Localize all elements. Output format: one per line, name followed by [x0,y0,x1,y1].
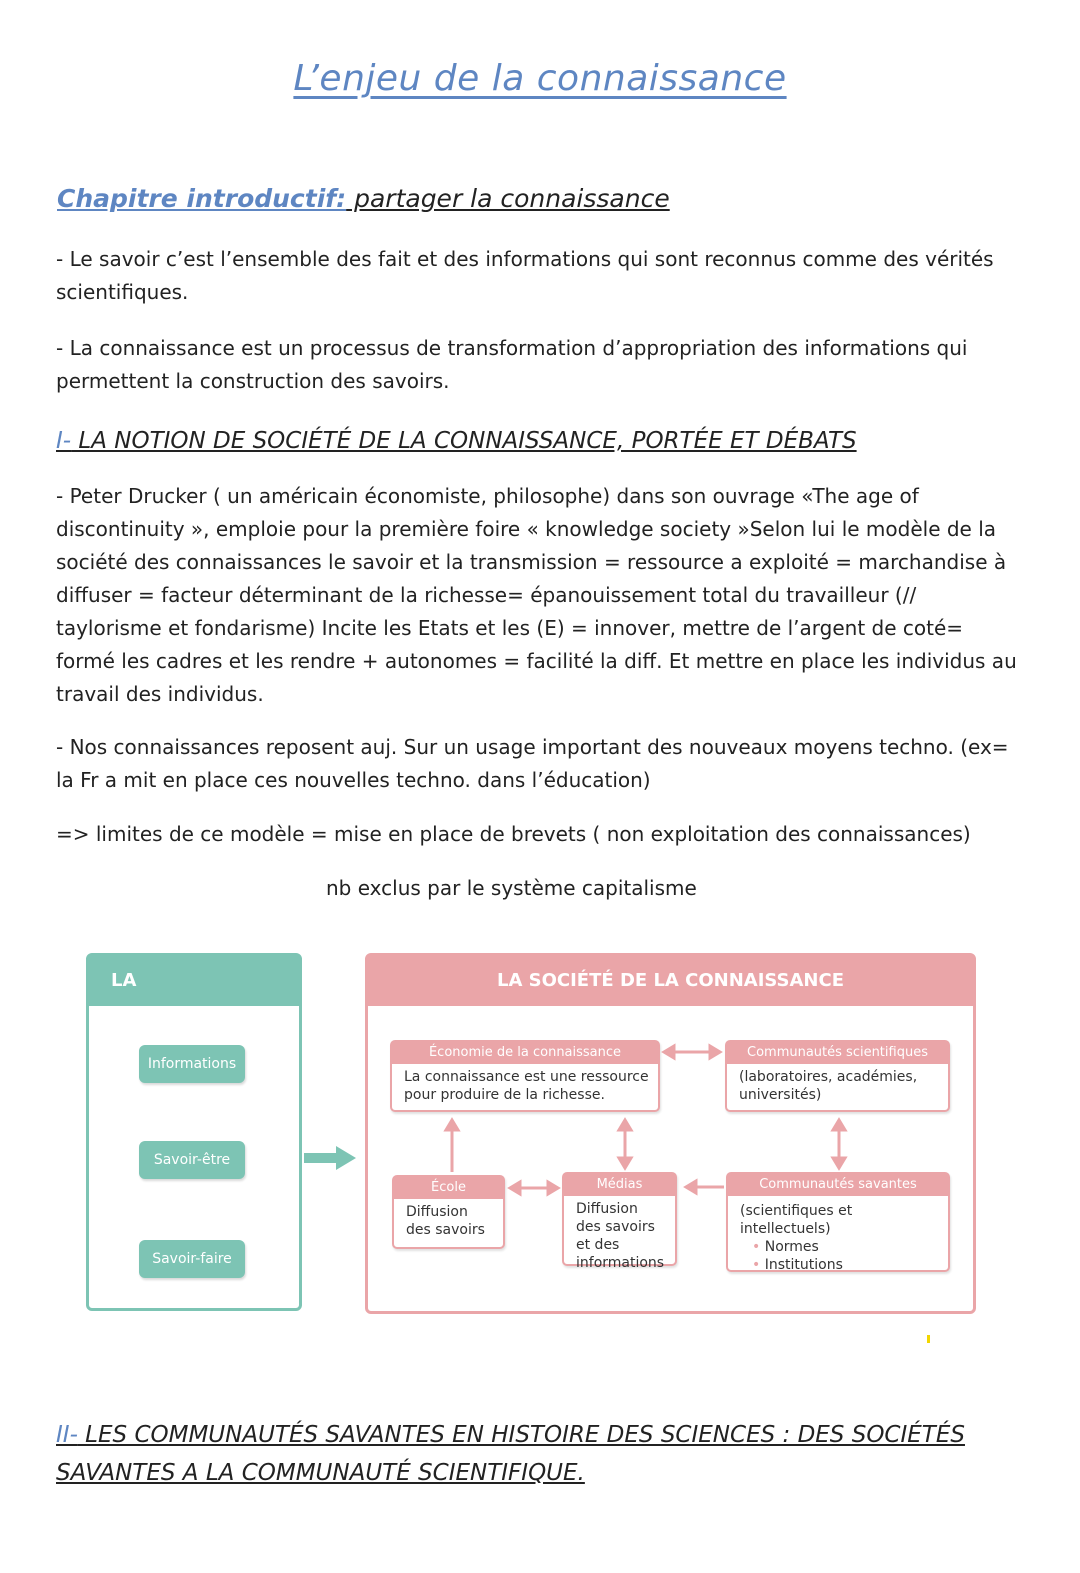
chapter-title: partager la connaissance [346,184,670,213]
chapter-label: Chapitre introductif: [57,184,347,213]
box-medias-text: Diffusion des savoirs et des informations [576,1201,665,1271]
paragraph-limites: => limites de ce modèle = mise en place de brevets ( non exploitation des connaissances) [56,822,971,846]
arrowhead-icon [833,1120,845,1130]
box-savantes-text: (scientifiques et intellectuels) [740,1203,853,1237]
box-medias-title: Médias [564,1174,675,1196]
pill-savoir-etre: Savoir-être [139,1141,245,1179]
section-title: LES COMMUNAUTÉS SAVANTES EN HISTOIRE DES SCIENCES : DES SOCIÉTÉS SAVANTES A LA COMMUNAUTÉ SCIENTIFIQUE. [56,1422,965,1486]
box-ecole-title: École [394,1177,503,1199]
connaissance-panel-title: LA CONNAISSANCE [89,956,299,1006]
box-savantes-title: Communautés savantes [728,1174,948,1196]
section-number: II- [56,1422,78,1448]
paragraph-connaissance: - La connaissance est un processus de transformation d’appropriation des informations qui permettent la construction des savoirs. [56,336,968,393]
arrowhead-icon [686,1181,696,1193]
paragraph-techno: - Nos connaissances reposent auj. Sur un usage important des nouveaux moyens techno. (ex= la Fr a mit en place ces nouvelles techno. dans l’éducation) [56,735,1009,792]
list-item: • Normes [752,1238,940,1256]
box-ecole-text: Diffusion des savoirs [406,1204,485,1238]
arrowhead-icon [619,1158,631,1168]
box-scientifiques-text: (laboratoires, académies, universités) [739,1069,918,1103]
section-title: LA NOTION DE SOCIÉTÉ DE LA CONNAISSANCE, PORTÉE ET DÉBATS [71,428,857,454]
section-number: I- [56,428,72,454]
highlight-mark [927,1335,930,1343]
paragraph-drucker: - Peter Drucker ( un américain économiste, philosophe) dans son ouvrage «The age of discontinuity », emploie pour la première foire « knowledge society »Selon lui le modèle de la société des connaissances le savoir et la transmission = ressource a exploité = marchandise à diffuser = facteur déterminant de la richesse= épanouissement total du travailleur (// taylorisme et fondarisme) Incite les Etats et les (E) = innover, mettre de l’argent de coté= formé les cadres et les rendre + autonomes = facilité la diff. Et mettre en place les individus au travail des individus. [56,484,1017,706]
arrowhead-icon [510,1182,520,1194]
box-scientifiques-title: Communautés scientifiques [727,1042,948,1064]
pill-savoir-faire: Savoir-faire [139,1240,245,1278]
societe-panel-title: LA SOCIÉTÉ DE LA CONNAISSANCE [368,956,973,1006]
section-heading-2 [56,1416,1026,1492]
box-economie-text: La connaissance est une ressource pour produire de la richesse. [404,1069,649,1103]
paragraph-savoir: - Le savoir c’est l’ensemble des fait et des informations qui sont reconnus comme des vérités scientifiques. [56,247,994,304]
arrowhead-icon [710,1046,720,1058]
list-item: • Institutions [752,1256,940,1274]
arrowhead-icon [548,1182,558,1194]
arrowhead-icon [664,1046,674,1058]
box-economie-title: Économie de la connaissance [392,1042,658,1064]
pill-informations: Informations [139,1045,245,1083]
arrowhead-icon [833,1158,845,1168]
paragraph-nb: nb exclus par le système capitalisme [326,876,697,900]
arrowhead-icon [619,1120,631,1130]
arrowhead-icon [446,1120,458,1130]
page-title: L’enjeu de la connaissance [293,58,787,99]
